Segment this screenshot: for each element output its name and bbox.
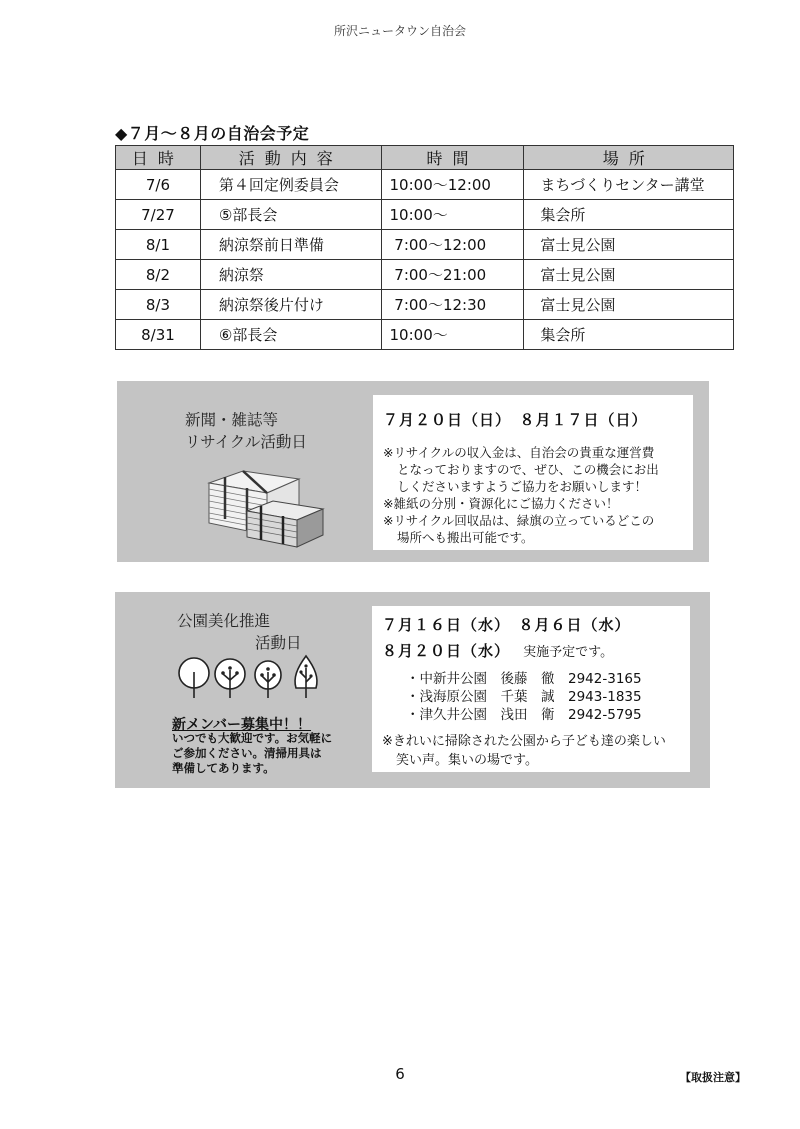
row-time: 10:00～12:00 [381,170,524,200]
recycle-notes [383,444,688,546]
list-item [406,706,642,724]
park-title-line1: 公園美化推進 [177,612,271,630]
list-item [406,688,642,706]
contact-park: ・中新井公園 [406,671,487,687]
row-place: 富士見公園 [524,260,734,290]
recycle-note3-b: 場所へも搬出可能です。 [397,530,534,545]
park-dates-suffix: 実施予定です。 [523,645,614,660]
column-header-date: 日時 [116,146,201,170]
row-time: 10:00～ [381,200,524,230]
contact-park: ・津久井公園 [406,707,487,723]
row-place: 集会所 [524,200,734,230]
table-row [116,170,734,200]
park-contacts [406,670,642,724]
recycle-note3-a: ※リサイクル回収品は、緑旗の立っているどこの [383,513,655,528]
row-date: 7/6 [116,170,201,200]
column-header-activity: 活動内容 [200,146,381,170]
park-info-card [372,606,690,772]
park-panel [115,592,710,788]
recruit-title: 新メンバー募集中！！ [172,717,312,733]
contact-name: 後藤 徹 [500,671,555,687]
row-activity: ⑤部長会 [200,200,381,230]
table-row [116,260,734,290]
column-header-place: 場所 [524,146,734,170]
recycle-note1-a: ※リサイクルの収入金は、自治会の貴重な運営費 [383,445,655,460]
schedule-header-row [116,146,734,170]
recycle-dates: ７月２０日（日） ８月１７日（日） [383,411,648,429]
contact-name: 千葉 誠 [500,689,555,705]
row-date: 8/31 [116,320,201,350]
row-time: 7:00～12:00 [381,230,524,260]
recruit-line3: 準備してあります。 [172,761,275,775]
page-header: 所沢ニュータウン自治会 [333,24,466,38]
recycle-note1-c: しくださいますようご協力をお願いします！ [397,479,648,494]
recycle-panel [117,381,709,562]
park-note-a: ※きれいに掃除された公園から子ども達の楽しい [382,734,666,749]
park-dates-line1: ７月１６日（水） ８月６日（水） [382,616,631,634]
caution-label: 【取扱注意】 [680,1071,746,1084]
row-time: 7:00～21:00 [381,260,524,290]
row-activity: ⑥部長会 [200,320,381,350]
recycle-note2: ※雑紙の分別・資源化にご協力ください！ [383,496,619,511]
contact-phone: 2942-3165 [568,671,642,687]
table-row [116,200,734,230]
row-date: 8/3 [116,290,201,320]
recycle-title-line1: 新聞・雑誌等 [185,411,279,429]
recycle-title-line2: リサイクル活動日 [185,433,307,451]
row-date: 8/2 [116,260,201,290]
park-note [382,732,687,770]
column-header-time: 時間 [381,146,524,170]
newspaper-bundle-icon [203,463,333,549]
row-time: 7:00～12:30 [381,290,524,320]
row-activity: 納涼祭後片付け [200,290,381,320]
schedule-title: ◆７月～８月の自治会予定 [115,124,310,143]
row-activity: 納涼祭 [200,260,381,290]
row-place: まちづくりセンター講堂 [524,170,734,200]
row-activity: 第４回定例委員会 [200,170,381,200]
row-place: 集会所 [524,320,734,350]
list-item [406,670,642,688]
recruit-line2: ご参加ください。清掃用具は [172,746,322,760]
contact-name: 浅田 衛 [500,707,555,723]
contact-park: ・浅海原公園 [406,689,487,705]
row-place: 富士見公園 [524,290,734,320]
recycle-note1-b: となっておりますので、ぜひ、この機会にお出 [397,462,659,477]
row-place: 富士見公園 [524,230,734,260]
recruit-line1: いつでも大歓迎です。お気軽に [172,731,333,745]
row-time: 10:00～ [381,320,524,350]
schedule-table [115,145,734,350]
park-dates-line2-row [382,640,613,661]
recycle-info-card [373,395,693,550]
row-date: 8/1 [116,230,201,260]
row-activity: 納涼祭前日準備 [200,230,381,260]
park-dates-line2: ８月２０日（水） [382,642,511,660]
contact-phone: 2943-1835 [568,689,642,705]
park-title-line2: 活動日 [255,634,302,652]
row-date: 7/27 [116,200,201,230]
table-row [116,230,734,260]
park-note-b: 笑い声。集いの場です。 [396,753,538,768]
recruit-body [172,731,332,776]
table-row [116,320,734,350]
trees-icon [175,654,325,700]
contact-phone: 2942-5795 [568,707,642,723]
page-number: 6 [395,1065,405,1083]
table-row [116,290,734,320]
